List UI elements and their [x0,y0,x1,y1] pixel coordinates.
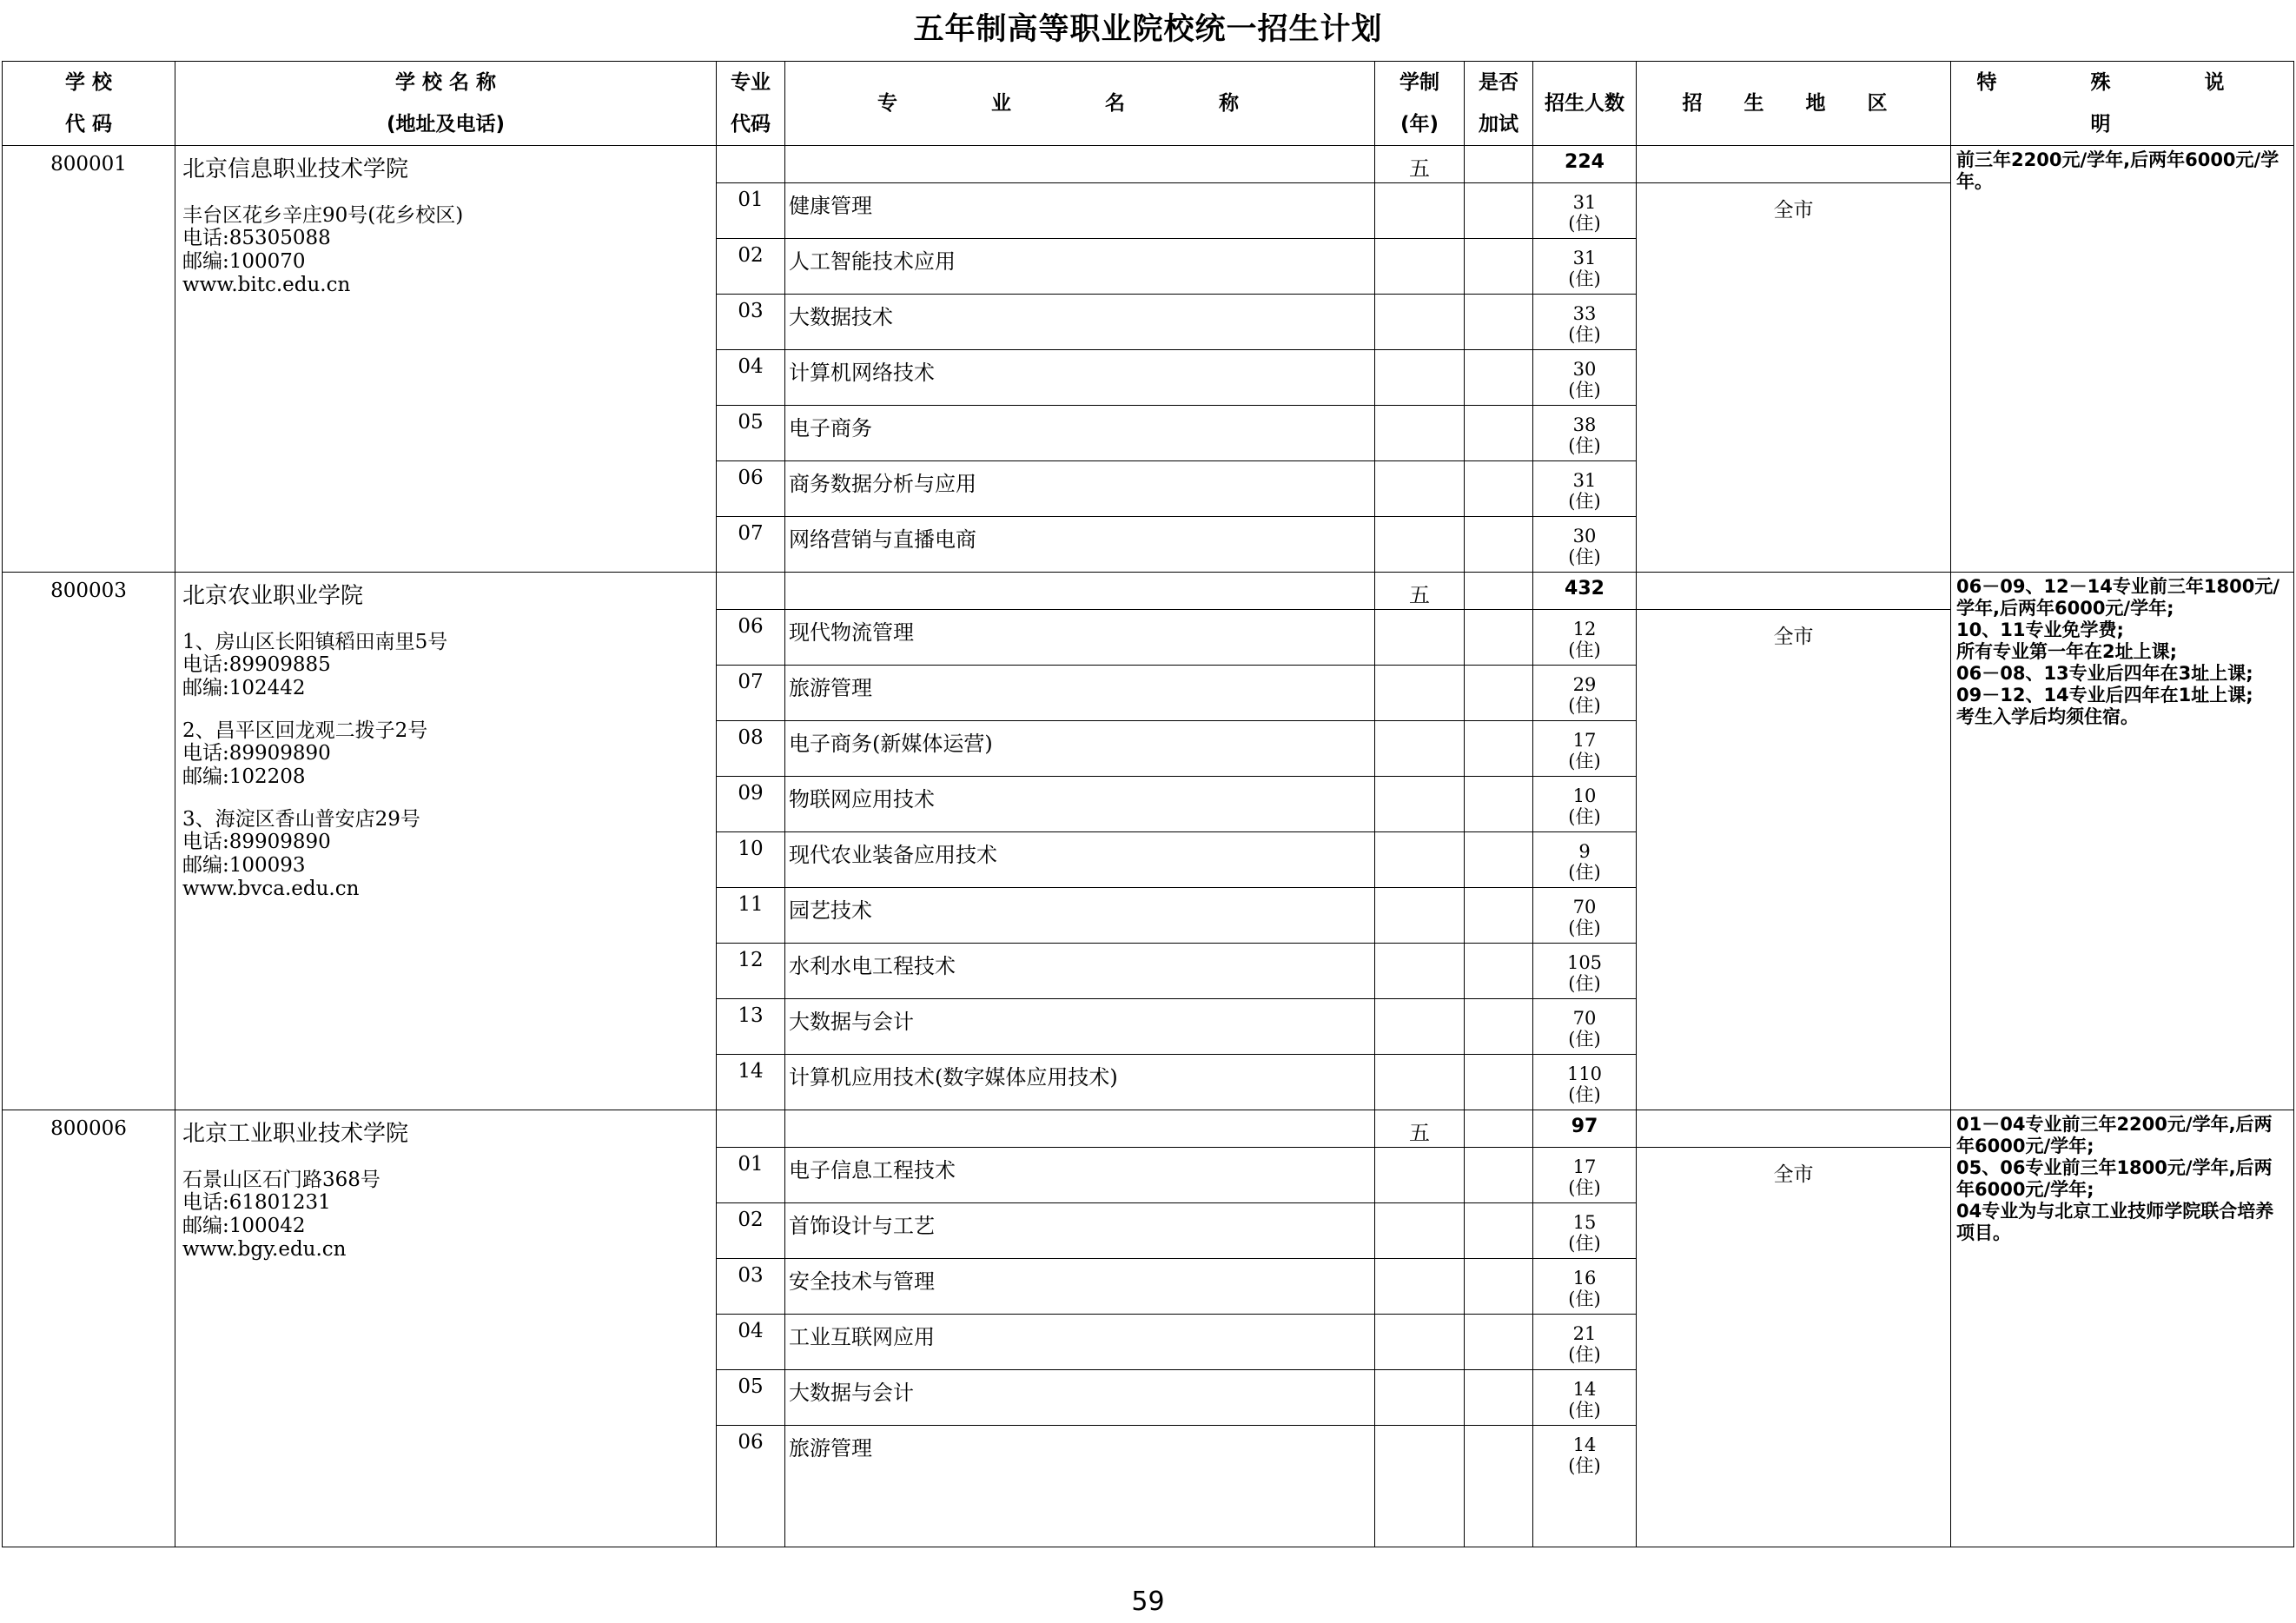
header-enroll-count: 招生人数 [1533,62,1637,146]
region: 全市 [1637,1148,1951,1547]
enroll-count: 12 (住) [1533,610,1637,666]
major-name: 计算机应用技术(数字媒体应用技术) [785,1055,1375,1110]
major-code: 14 [717,1055,785,1110]
enroll-count: 110 (住) [1533,1055,1637,1110]
enroll-count: 70 (住) [1533,888,1637,944]
major-code: 01 [717,1148,785,1203]
major-name: 大数据与会计 [785,999,1375,1055]
major-name: 水利水电工程技术 [785,944,1375,999]
enroll-count: 16 (住) [1533,1259,1637,1315]
major-name: 旅游管理 [785,1426,1375,1547]
major-code: 13 [717,999,785,1055]
enroll-count: 17 (住) [1533,1148,1637,1203]
header-major-code: 专业 代码 [717,62,785,146]
major-code: 08 [717,721,785,777]
duration: 五 [1375,1110,1465,1148]
major-code: 12 [717,944,785,999]
enroll-count: 14 (住) [1533,1426,1637,1547]
major-code: 06 [717,610,785,666]
duration: 五 [1375,146,1465,183]
header-duration: 学制 (年) [1375,62,1465,146]
enroll-count: 9 (住) [1533,832,1637,888]
enroll-count: 31 (住) [1533,239,1637,295]
major-name: 安全技术与管理 [785,1259,1375,1315]
school-summary-row [3,573,2294,610]
major-name: 电子商务(新媒体运营) [785,721,1375,777]
enroll-count: 38 (住) [1533,406,1637,461]
header-region: 招 生 地 区 [1637,62,1951,146]
major-name: 电子信息工程技术 [785,1148,1375,1203]
major-code: 05 [717,406,785,461]
major-name: 首饰设计与工艺 [785,1203,1375,1259]
enroll-count: 29 (住) [1533,666,1637,721]
major-name: 物联网应用技术 [785,777,1375,832]
major-name: 电子商务 [785,406,1375,461]
enroll-count: 14 (住) [1533,1370,1637,1426]
major-name: 工业互联网应用 [785,1315,1375,1370]
total-count: 97 [1533,1110,1637,1148]
major-name: 现代物流管理 [785,610,1375,666]
enrollment-plan-table [2,61,2294,1547]
major-name: 现代农业装备应用技术 [785,832,1375,888]
special-note: 06－09、12－14专业前三年1800元/学年,后两年6000元/学年; 10、11专业免学费; 所有专业第一年在2址上课; 06－08、13专业后四年在3址上课; 09－12、14专业后四年在1址上课; 考生入学后均须住宿。 [1951,573,2294,1110]
region: 全市 [1637,610,1951,1110]
header-school-name: 学 校 名 称 (地址及电话) [175,62,717,146]
enroll-count: 31 (住) [1533,183,1637,239]
school-code: 800006 [3,1110,175,1547]
school-name: 北京信息职业技术学院 [182,156,409,182]
enroll-count: 21 (住) [1533,1315,1637,1370]
table-header-row [3,62,2294,146]
major-code: 04 [717,350,785,406]
header-special-note: 特 殊 说 明 [1951,62,2294,146]
header-school-code: 学 校 代 码 [3,62,175,146]
major-code: 04 [717,1315,785,1370]
major-name: 大数据技术 [785,295,1375,350]
major-name: 健康管理 [785,183,1375,239]
school-name: 北京工业职业技术学院 [182,1121,409,1147]
major-code: 01 [717,183,785,239]
school-info [175,1110,717,1547]
special-note: 01－04专业前三年2200元/学年,后两年6000元/学年; 05、06专业前三年1800元/学年,后两年6000元/学年; 04专业为与北京工业技师学院联合培养项目。 [1951,1110,2294,1547]
school-summary-row [3,146,2294,183]
school-name: 北京农业职业学院 [182,583,364,609]
major-code: 02 [717,239,785,295]
school-summary-row [3,1110,2294,1148]
special-note: 前三年2200元/学年,后两年6000元/学年。 [1951,146,2294,573]
enroll-count: 10 (住) [1533,777,1637,832]
major-name: 大数据与会计 [785,1370,1375,1426]
enroll-count: 15 (住) [1533,1203,1637,1259]
enroll-count: 105 (住) [1533,944,1637,999]
major-code: 06 [717,1426,785,1547]
total-count: 432 [1533,573,1637,610]
enroll-count: 31 (住) [1533,461,1637,517]
school-info [175,573,717,1110]
page-number: 59 [1131,1587,1165,1617]
major-code: 09 [717,777,785,832]
header-extra-test: 是否 加试 [1465,62,1533,146]
region: 全市 [1637,183,1951,573]
major-code: 03 [717,1259,785,1315]
major-code: 06 [717,461,785,517]
school-code: 800003 [3,573,175,1110]
major-name: 计算机网络技术 [785,350,1375,406]
major-code: 02 [717,1203,785,1259]
major-code: 07 [717,517,785,573]
major-code: 07 [717,666,785,721]
enroll-count: 70 (住) [1533,999,1637,1055]
school-address: 1、房山区长阳镇稻田南里5号 电话:89909885 邮编:102442 2、昌平区回龙观二拨子2号 电话:89909890 邮编:102208 3、海淀区香山普安店29号 电话:89909890 邮编:100093 www.bvca.edu.cn [182,631,448,900]
major-name: 商务数据分析与应用 [785,461,1375,517]
enroll-count: 30 (住) [1533,350,1637,406]
major-name: 人工智能技术应用 [785,239,1375,295]
school-address: 丰台区花乡辛庄90号(花乡校区) 电话:85305088 邮编:100070 www.bitc.edu.cn [182,204,464,296]
page-title: 五年制高等职业院校统一招生计划 [913,12,1383,47]
major-code: 05 [717,1370,785,1426]
school-code: 800001 [3,146,175,573]
total-count: 224 [1533,146,1637,183]
enroll-count: 33 (住) [1533,295,1637,350]
major-code: 10 [717,832,785,888]
header-major-name: 专 业 名 称 [785,62,1375,146]
enroll-count: 30 (住) [1533,517,1637,573]
major-name: 园艺技术 [785,888,1375,944]
school-address: 石景山区石门路368号 电话:61801231 邮编:100042 www.bgy.edu.cn [182,1169,380,1261]
major-code: 11 [717,888,785,944]
school-info [175,146,717,573]
enroll-count: 17 (住) [1533,721,1637,777]
major-name: 旅游管理 [785,666,1375,721]
major-code: 03 [717,295,785,350]
duration: 五 [1375,573,1465,610]
major-name: 网络营销与直播电商 [785,517,1375,573]
